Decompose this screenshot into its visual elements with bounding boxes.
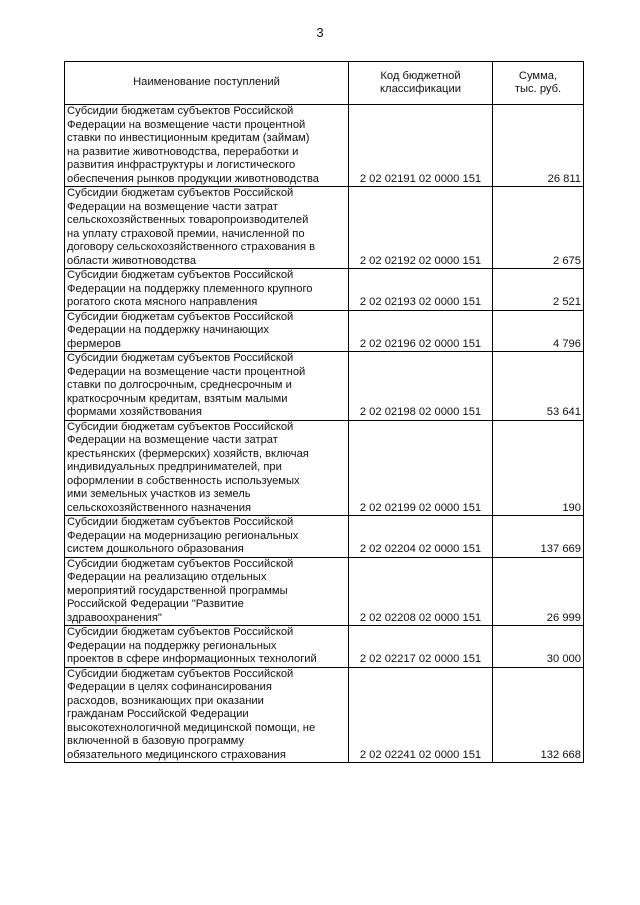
header-code-line: Код бюджетной xyxy=(380,69,461,82)
revenue-name-line: ставки по долгосрочным, среднесрочным и xyxy=(67,379,292,391)
amount-cell: 26 999 xyxy=(493,557,584,626)
revenue-name-line: фермеров xyxy=(67,337,121,350)
amount-cell: 26 811 xyxy=(493,105,584,187)
budget-code-cell: 2 02 02196 02 0000 151 xyxy=(349,310,493,352)
revenue-table xyxy=(64,61,584,763)
budget-code-cell: 2 02 02241 02 0000 151 xyxy=(349,667,493,763)
revenue-name-line: обязательного медицинского страхования xyxy=(67,748,286,761)
budget-code-cell: 2 02 02217 02 0000 151 xyxy=(349,626,493,668)
amount-cell: 4 796 xyxy=(493,310,584,352)
revenue-name-line: здравоохранения" xyxy=(67,611,162,624)
revenue-name-line: Субсидии бюджетам субъектов Российской xyxy=(67,667,294,680)
revenue-name-cell xyxy=(65,269,349,311)
amount-cell: 132 668 xyxy=(493,667,584,763)
revenue-name-line: Субсидии бюджетам субъектов Российской xyxy=(67,420,294,433)
table-row xyxy=(65,667,584,763)
budget-code-cell: 2 02 02192 02 0000 151 xyxy=(349,187,493,269)
revenue-name-line: Федерации на поддержку региональных xyxy=(67,639,277,652)
revenue-name-line: сельскохозяйственных товаропроизводителей xyxy=(67,214,309,226)
amount-cell: 2 521 xyxy=(493,269,584,311)
page-number: 3 xyxy=(316,25,324,40)
revenue-name-line: Субсидии бюджетам субъектов Российской xyxy=(67,310,294,323)
budget-code-cell: 2 02 02193 02 0000 151 xyxy=(349,269,493,311)
revenue-name-line: мероприятий государственной программы xyxy=(67,584,288,597)
amount-cell: 2 675 xyxy=(493,187,584,269)
revenue-name-line: проектов в сфере информационных технологий xyxy=(67,653,317,665)
table-header-row xyxy=(65,62,584,105)
header-name xyxy=(65,62,349,105)
header-code xyxy=(349,62,493,105)
table-row xyxy=(65,420,584,516)
header-sum xyxy=(493,62,584,105)
revenue-name-cell xyxy=(65,105,349,187)
revenue-name-line: Субсидии бюджетам субъектов Российской xyxy=(67,626,294,638)
revenue-name-line: краткосрочным кредитам, взятым малыми xyxy=(67,392,288,405)
table-row xyxy=(65,105,584,187)
revenue-name-cell xyxy=(65,626,349,668)
table-row xyxy=(65,516,584,558)
revenue-name-line: Федерации на возмещение части процентной xyxy=(67,365,306,378)
revenue-name-line: Субсидии бюджетам субъектов Российской xyxy=(67,105,294,117)
amount-cell: 137 669 xyxy=(493,516,584,558)
amount-cell: 190 xyxy=(493,420,584,516)
header-code-line: классификации xyxy=(380,83,461,95)
table-row xyxy=(65,187,584,269)
table-row xyxy=(65,310,584,352)
table-row xyxy=(65,626,584,668)
header-sum-line: тыс. руб. xyxy=(514,83,562,95)
revenue-name-cell xyxy=(65,352,349,421)
revenue-name-line: ставки по инвестиционным кредитам (займам) xyxy=(67,132,310,144)
revenue-name-cell xyxy=(65,187,349,269)
revenue-name-cell xyxy=(65,516,349,558)
revenue-name-line: Субсидии бюджетам субъектов Российской xyxy=(67,516,294,528)
revenue-name-line: Федерации на возмещение части затрат xyxy=(67,200,278,213)
revenue-name-line: Федерации на возмещение части процентной xyxy=(67,118,306,131)
revenue-name-line: оформлении в собственность используемых xyxy=(67,474,300,487)
revenue-name-cell xyxy=(65,557,349,626)
budget-code-cell: 2 02 02208 02 0000 151 xyxy=(349,557,493,626)
amount-cell: 53 641 xyxy=(493,352,584,421)
revenue-name-line: Субсидии бюджетам субъектов Российской xyxy=(67,352,294,364)
revenue-name-cell xyxy=(65,667,349,763)
header-name-line: Наименование поступлений xyxy=(133,76,280,89)
revenue-name-line: Российской Федерации "Развитие xyxy=(67,598,244,610)
revenue-name-line: ими земельных участков из земель xyxy=(67,488,251,500)
revenue-name-line: Федерации на возмещение части затрат xyxy=(67,434,278,446)
revenue-name-line: развития инфраструктуры и логистического xyxy=(67,159,296,171)
revenue-name-line: Субсидии бюджетам субъектов Российской xyxy=(67,187,294,199)
revenue-name-line: обеспечения рынков продукции животноводства xyxy=(67,172,320,185)
table-row xyxy=(65,269,584,311)
budget-code-cell: 2 02 02191 02 0000 151 xyxy=(349,105,493,187)
budget-code-cell: 2 02 02204 02 0000 151 xyxy=(349,516,493,558)
table-row xyxy=(65,352,584,421)
revenue-name-line: на развитие животноводства, переработки и xyxy=(67,145,299,158)
revenue-name-line: расходов, возникающих при оказании xyxy=(67,694,264,707)
revenue-name-line: Субсидии бюджетам субъектов Российской xyxy=(67,269,294,281)
revenue-name-line: крестьянских (фермерских) хозяйств, включая xyxy=(67,447,309,460)
revenue-name-line: области животноводства xyxy=(67,254,197,267)
table-row xyxy=(65,557,584,626)
revenue-name-line: Субсидии бюджетам субъектов Российской xyxy=(67,557,294,570)
revenue-name-line: на уплату страховой премии, начисленной по xyxy=(67,227,305,240)
budget-code-cell: 2 02 02199 02 0000 151 xyxy=(349,420,493,516)
revenue-name-line: договору сельскохозяйственного страхования в xyxy=(67,241,316,253)
revenue-name-line: рогатого скота мясного направления xyxy=(67,296,258,308)
revenue-name-line: систем дошкольного образования xyxy=(67,543,244,555)
revenue-name-line: гражданам Российской Федерации xyxy=(67,708,249,720)
budget-code-cell: 2 02 02198 02 0000 151 xyxy=(349,352,493,421)
revenue-name-line: формами хозяйствования xyxy=(67,406,202,418)
revenue-name-cell xyxy=(65,420,349,516)
amount-cell: 30 000 xyxy=(493,626,584,668)
revenue-name-cell xyxy=(65,310,349,352)
revenue-name-line: высокотехнологичной медицинской помощи, не xyxy=(67,721,316,734)
revenue-name-line: Федерации на реализацию отдельных xyxy=(67,571,267,583)
revenue-name-line: Федерации на поддержку начинающих xyxy=(67,324,270,336)
revenue-name-line: Федерации на поддержку племенного крупного xyxy=(67,282,313,295)
revenue-name-line: индивидуальных предпринимателей, при xyxy=(67,461,282,473)
revenue-name-line: включенной в базовую программу xyxy=(67,735,245,747)
revenue-name-line: Федерации на модернизацию региональных xyxy=(67,529,299,542)
revenue-name-line: Федерации в целях софинансирования xyxy=(67,681,272,693)
revenue-name-line: сельскохозяйственного назначения xyxy=(67,501,252,514)
header-sum-line: Сумма, xyxy=(518,69,558,82)
